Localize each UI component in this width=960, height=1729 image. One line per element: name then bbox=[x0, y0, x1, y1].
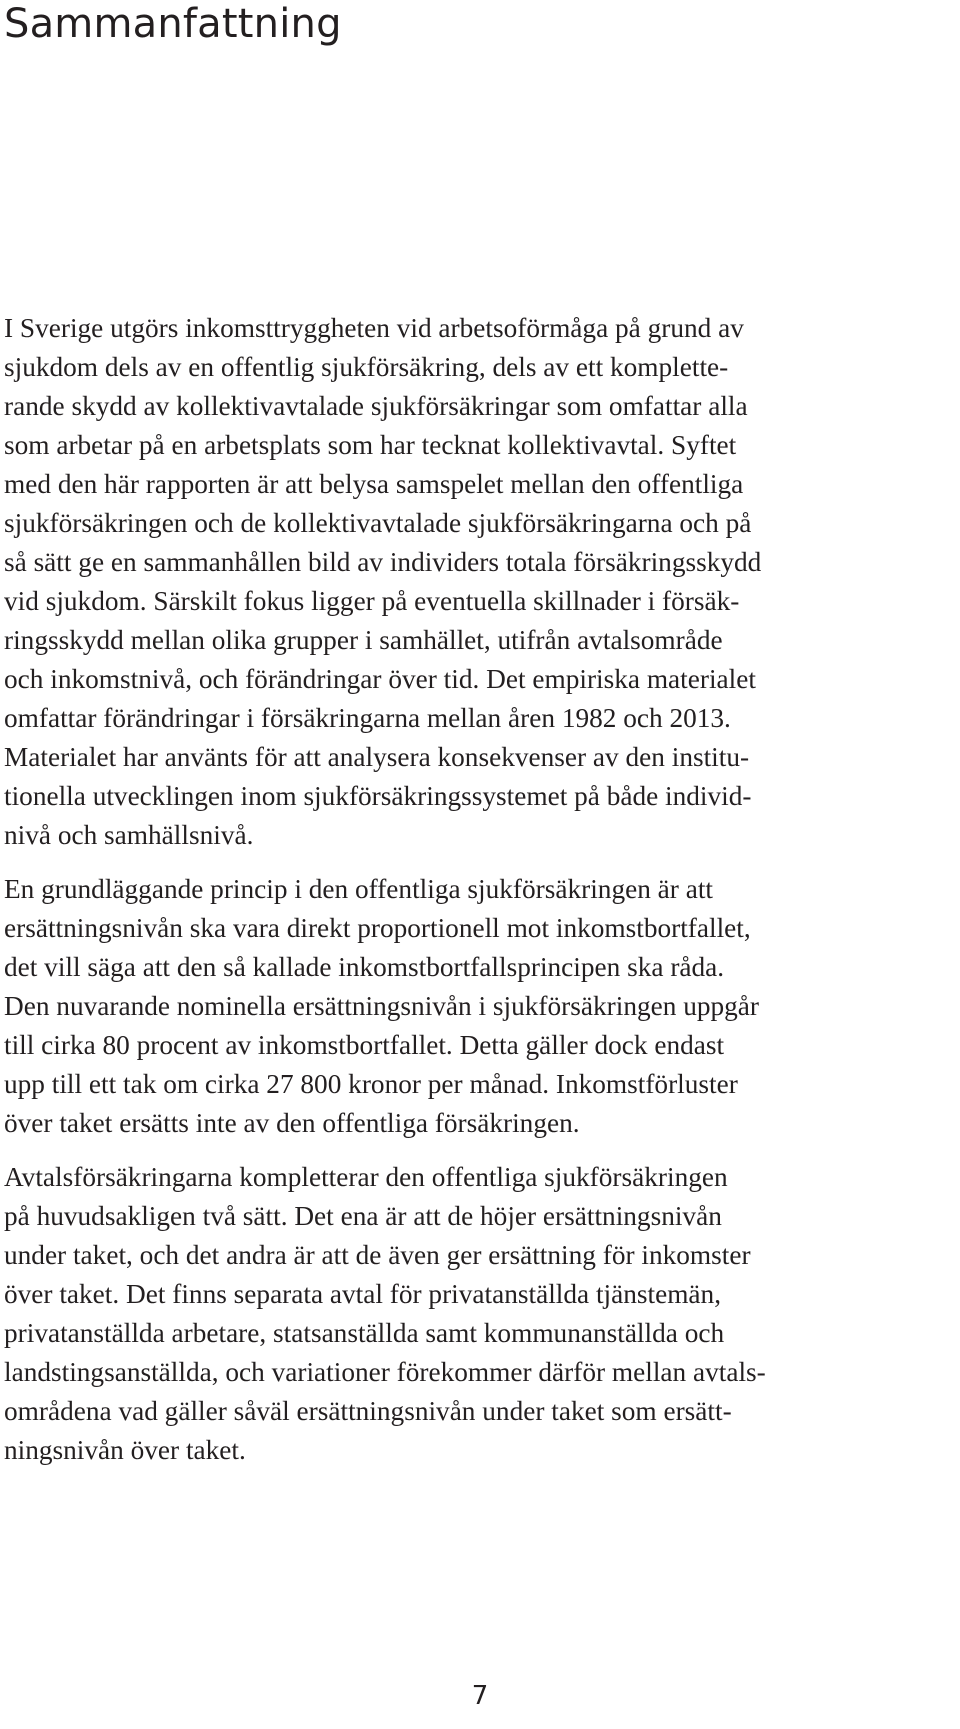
paragraph-line: vid sjukdom. Särskilt fokus ligger på eventuella skillnader i försäk- bbox=[4, 586, 740, 616]
paragraph-line: ningsnivån över taket. bbox=[4, 1435, 246, 1465]
document-body bbox=[4, 309, 950, 1485]
paragraph-line: områdena vad gäller såväl ersättningsnivån under taket som ersätt- bbox=[4, 1396, 732, 1426]
paragraph-line: och inkomstnivå, och förändringar över tid. Det empiriska materialet bbox=[4, 664, 756, 694]
paragraph-line: med den här rapporten är att belysa samspelet mellan den offentliga bbox=[4, 469, 744, 499]
page-title: Sammanfattning bbox=[4, 1, 342, 47]
paragraph bbox=[4, 309, 950, 855]
paragraph-line: över taket ersätts inte av den offentliga försäkringen. bbox=[4, 1108, 580, 1138]
paragraph-line: sjukförsäkringen och de kollektivavtalade sjukförsäkringarna och på bbox=[4, 508, 752, 538]
paragraph-line: till cirka 80 procent av inkomstbortfallet. Detta gäller dock endast bbox=[4, 1030, 725, 1060]
paragraph-line: tionella utvecklingen inom sjukförsäkringssystemet på både individ- bbox=[4, 781, 752, 811]
paragraph-line: privatanställda arbetare, statsanställda samt kommunanställda och bbox=[4, 1318, 725, 1348]
paragraph bbox=[4, 870, 950, 1143]
paragraph-line: under taket, och det andra är att de även ger ersättning för inkomster bbox=[4, 1240, 751, 1270]
paragraph-line: landstingsanställda, och variationer förekommer därför mellan avtals- bbox=[4, 1357, 766, 1387]
paragraph-line: omfattar förändringar i försäkringarna mellan åren 1982 och 2013. bbox=[4, 703, 731, 733]
paragraph-line: nivå och samhällsnivå. bbox=[4, 820, 254, 850]
page-number: 7 bbox=[471, 1681, 489, 1711]
paragraph bbox=[4, 1158, 950, 1470]
paragraph-line: på huvudsakligen två sätt. Det ena är att de höjer ersättningsnivån bbox=[4, 1201, 722, 1231]
paragraph-line: En grundläggande princip i den offentliga sjukförsäkringen är att bbox=[4, 874, 713, 904]
paragraph-line: rande skydd av kollektivavtalade sjukförsäkringar som omfattar alla bbox=[4, 391, 748, 421]
paragraph-line: ringsskydd mellan olika grupper i samhället, utifrån avtalsområde bbox=[4, 625, 723, 655]
paragraph-line: Den nuvarande nominella ersättningsnivån i sjukförsäkringen uppgår bbox=[4, 991, 760, 1021]
paragraph-line: Avtalsförsäkringarna kompletterar den offentliga sjukförsäkringen bbox=[4, 1162, 728, 1192]
paragraph-line: sjukdom dels av en offentlig sjukförsäkring, dels av ett komplette- bbox=[4, 352, 729, 382]
paragraph-line: det vill säga att den så kallade inkomstbortfallsprincipen ska råda. bbox=[4, 952, 725, 982]
paragraph-line: upp till ett tak om cirka 27 800 kronor per månad. Inkomstförluster bbox=[4, 1069, 738, 1099]
paragraph-line: I Sverige utgörs inkomsttryggheten vid arbetsoförmåga på grund av bbox=[4, 313, 744, 343]
paragraph-line: som arbetar på en arbetsplats som har tecknat kollektivavtal. Syftet bbox=[4, 430, 737, 460]
paragraph-line: så sätt ge en sammanhållen bild av individers totala försäkringsskydd bbox=[4, 547, 762, 577]
paragraph-line: över taket. Det finns separata avtal för privatanställda tjänstemän, bbox=[4, 1279, 722, 1309]
paragraph-line: Materialet har använts för att analysera konsekvenser av den institu- bbox=[4, 742, 750, 772]
paragraph-line: ersättningsnivån ska vara direkt proportionell mot inkomstbortfallet, bbox=[4, 913, 751, 943]
